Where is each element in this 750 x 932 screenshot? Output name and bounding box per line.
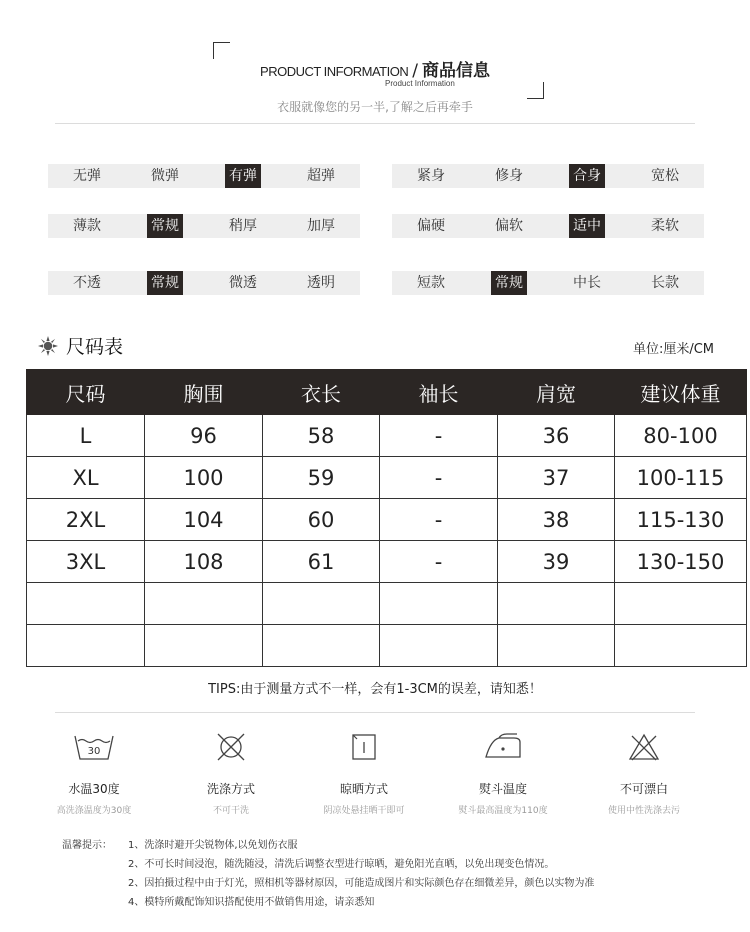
table-cell: 2XL [27,499,145,541]
care-item-drying [304,732,424,816]
slogan: 衣服就像您的另一半,了解之后再牵手 [277,100,473,114]
notes [62,836,594,912]
size-table [26,369,747,667]
attribute-option-label: 常规 [491,271,527,295]
table-cell: 3XL [27,541,145,583]
attribute-option-label: 修身 [495,168,523,184]
care-label: 不可漂白 [619,782,668,796]
table-header-row [27,370,747,415]
care-label: 水温30度 [68,782,120,796]
table-cell: 61 [263,541,380,583]
attribute-option-label: 稍厚 [229,218,257,234]
table-cell: 38 [498,499,615,541]
tips-text: TIPS:由于测量方式不一样，会有1-3CM的误差，请知悉！ [208,682,542,697]
attribute-bar [392,164,704,188]
column-header: 肩宽 [498,370,615,415]
care-label: 熨斗温度 [478,782,527,796]
attribute-option [282,214,360,238]
corner-bracket-bottom-right [527,82,544,99]
care-desc: 不可干洗 [212,806,249,816]
attribute-option-label: 微透 [229,275,257,291]
table-cell: 96 [145,415,263,457]
table-cell: 60 [263,499,380,541]
care-item-ironing [443,732,563,816]
attribute-option-label: 微弹 [151,168,179,184]
attribute-option-label: 超弹 [307,168,335,184]
attribute-option-selected [204,164,282,188]
attribute-option [392,271,470,295]
wash-30-icon [72,732,116,762]
table-cell: - [380,457,498,499]
title-subtitle: Product Information [385,79,455,88]
sun-icon [38,336,58,356]
table-cell [27,583,145,625]
attribute-bar [48,271,360,295]
no-bleach-icon [622,732,666,762]
table-cell: 39 [498,541,615,583]
attribute-option [626,271,704,295]
table-cell [380,625,498,667]
attribute-option [470,164,548,188]
table-cell [263,583,380,625]
wash-temp-value: 30 [87,746,101,757]
care-item-wash-temp [34,732,154,816]
table-cell [263,625,380,667]
table-row [27,625,747,667]
title-cn: 商品信息 [421,61,490,81]
divider [55,123,695,124]
attribute-bar [48,214,360,238]
iron-icon [481,732,525,762]
attribute-option-label: 紧身 [417,168,445,184]
attribute-option [626,214,704,238]
attribute-option [392,214,470,238]
care-item-bleach [584,732,704,816]
attribute-option-label: 无弹 [73,168,101,184]
table-cell: 108 [145,541,263,583]
table-cell [498,625,615,667]
note-item: 2、不可长时间浸泡，随洗随浸，清洗后调整衣型进行晾晒，避免阳光直晒，以免出现变色情况。 [128,859,555,870]
attribute-option [392,164,470,188]
table-cell: 59 [263,457,380,499]
attribute-option-label: 透明 [307,275,335,291]
table-cell: - [380,541,498,583]
attribute-option-label: 薄款 [73,218,101,234]
attribute-option-selected [548,214,626,238]
attribute-option-label: 适中 [569,214,605,238]
attribute-bar [392,271,704,295]
table-row [27,415,747,457]
table-cell: 104 [145,499,263,541]
table-row [27,541,747,583]
attribute-option-label: 有弹 [225,164,261,188]
note-item: 2、因拍摄过程中由于灯光，照相机等器材原因，可能造成图片和实际颜色存在细微差异，颜色以实物为准 [128,878,595,889]
attribute-option [204,214,282,238]
table-cell [145,583,263,625]
attribute-option-selected [470,271,548,295]
care-desc: 阴凉处悬挂晒干即可 [323,806,405,816]
table-cell: L [27,415,145,457]
attribute-bar [392,214,704,238]
unit-label: 单位:厘米/CM [632,342,714,357]
attribute-option-selected [126,271,204,295]
attribute-option-label: 柔软 [651,218,679,234]
table-row [27,583,747,625]
size-chart-heading [38,332,123,359]
table-cell: - [380,415,498,457]
care-label: 洗涤方式 [206,782,255,796]
title-slash: / [412,61,418,81]
attribute-option [626,164,704,188]
table-row [27,457,747,499]
care-desc: 熨斗最高温度为110度 [458,806,548,816]
table-cell [380,583,498,625]
note-item: 1、洗涤时避开尖锐物体,以免划伤衣服 [128,840,298,851]
size-chart-title: 尺码表 [66,336,124,358]
table-cell: - [380,499,498,541]
attribute-option [126,164,204,188]
attribute-option [48,214,126,238]
column-header: 尺码 [27,370,145,415]
attribute-option-label: 常规 [147,214,183,238]
attribute-option [548,271,626,295]
note-item: 4、模特所戴配饰知识搭配使用不做销售用途，请亲悉知 [128,897,375,908]
attribute-option-label: 偏软 [495,218,523,234]
table-cell [145,625,263,667]
column-header: 袖长 [380,370,498,415]
attribute-option-label: 长款 [651,275,679,291]
table-cell: 130-150 [615,541,747,583]
attribute-option-label: 偏硬 [417,218,445,234]
table-cell [615,625,747,667]
page-title [0,56,750,81]
attribute-option-label: 短款 [417,275,445,291]
table-cell: 80-100 [615,415,747,457]
attribute-option [282,164,360,188]
divider [55,712,695,713]
care-desc: 高洗涤温度为30度 [56,806,132,816]
no-dry-clean-icon [209,732,253,762]
table-cell: 115-130 [615,499,747,541]
table-cell: 58 [263,415,380,457]
column-header: 建议体重 [615,370,747,415]
attribute-option [470,214,548,238]
attribute-bar [48,164,360,188]
table-row [27,499,747,541]
attribute-option-label: 常规 [147,271,183,295]
table-cell [615,583,747,625]
table-cell [27,625,145,667]
table-cell: 100-115 [615,457,747,499]
title-en: PRODUCT INFORMATION [260,64,409,79]
care-desc: 使用中性洗涤去污 [607,806,680,816]
attribute-option-label: 加厚 [307,218,335,234]
table-cell [498,583,615,625]
care-label: 晾晒方式 [339,782,388,796]
attribute-option-label: 中长 [573,275,601,291]
attribute-option-label: 合身 [569,164,605,188]
table-cell: 100 [145,457,263,499]
attribute-option [48,164,126,188]
table-cell: XL [27,457,145,499]
table-cell: 37 [498,457,615,499]
column-header: 胸围 [145,370,263,415]
shade-dry-icon [342,732,386,762]
table-cell: 36 [498,415,615,457]
attribute-option [282,271,360,295]
attribute-option-selected [126,214,204,238]
column-header: 衣长 [263,370,380,415]
attribute-option-label: 不透 [73,275,101,291]
attribute-option [48,271,126,295]
attribute-option [204,271,282,295]
attribute-option-label: 宽松 [651,168,679,184]
care-item-wash-method [171,732,291,816]
attribute-option-selected [548,164,626,188]
notes-label: 温馨提示： [62,840,112,851]
